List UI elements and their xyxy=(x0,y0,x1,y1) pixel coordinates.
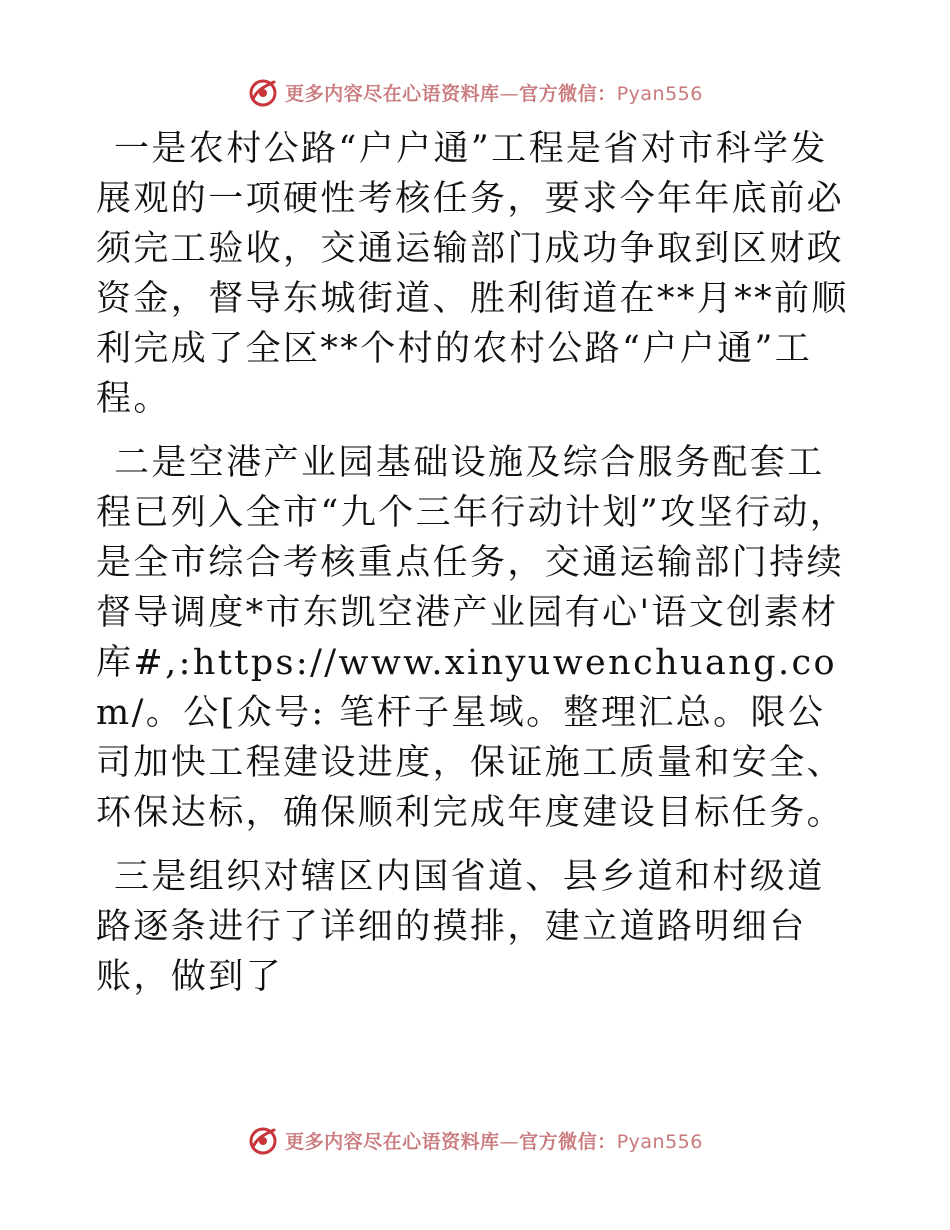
header-banner-text: 更多内容尽在心语资料库—官方微信：Pyan556 xyxy=(285,82,703,105)
paragraph-2: 二是空港产业园基础设施及综合服务配套工程已列入全市“九个三年行动计划”攻坚行动，是全市综合考核重点任务，交通运输部门持续督导调度*市东凯空港产业园有心'语文创素材库#,:https://www.xinyuwenchuang.com/。公[众号: 笔杆子星域。整理汇总。限公司加快工程建设进度，保证施工质量和安全、环保达标，确保顺利完成年度建设目标任务。 xyxy=(96,443,848,833)
paragraph-1: 一是农村公路“户户通”工程是省对市科学发展观的一项硬性考核任务，要求今年年底前必须完工验收，交通运输部门成功争取到区财政资金，督导东城街道、胜利街道在**月**前顺利完成了全区**个村的农村公路“户户通”工程。 xyxy=(96,129,849,419)
header-wechat-handle: Pyan556 xyxy=(616,82,703,105)
site-logo-icon xyxy=(247,76,279,108)
footer-banner-text: 更多内容尽在心语资料库—官方微信：Pyan556 xyxy=(285,1130,703,1153)
footer-banner xyxy=(0,1120,950,1160)
document-body xyxy=(96,124,856,1016)
paragraph-3: 三是组织对辖区内国省道、县乡道和村级道路逐条进行了详细的摸排，建立道路明细台账，做到了 xyxy=(96,857,825,997)
footer-wechat-handle: Pyan556 xyxy=(616,1130,703,1153)
site-logo-icon xyxy=(247,1124,279,1156)
header-banner xyxy=(0,72,950,112)
